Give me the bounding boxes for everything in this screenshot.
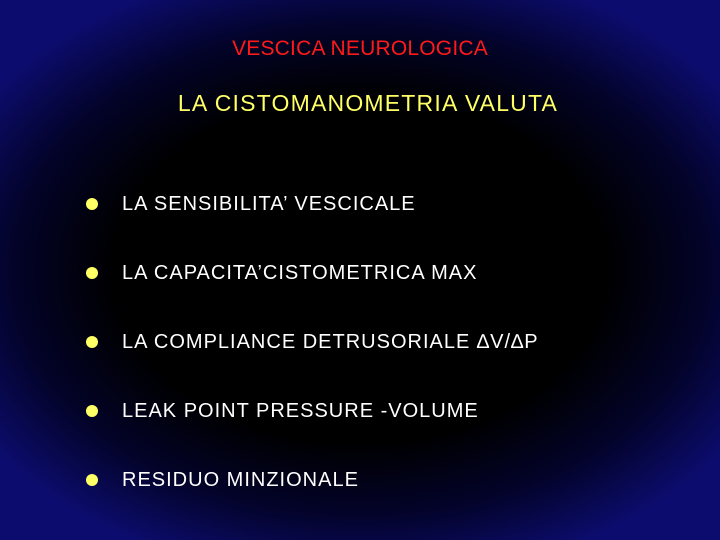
bullet-item-compliance	[86, 324, 686, 360]
bullet-list	[86, 186, 686, 531]
bullet-item-sensibilita	[86, 186, 686, 222]
bullet-dot-icon	[86, 474, 98, 486]
bullet-dot-icon	[86, 198, 98, 210]
bullet-dot-icon	[86, 405, 98, 417]
bullet-item-capacita	[86, 255, 686, 291]
bullet-item-leak-point	[86, 393, 686, 429]
bullet-item-residuo	[86, 462, 686, 498]
slide-title: VESCICA NEUROLOGICA	[232, 37, 488, 60]
bullet-text: LA COMPLIANCE DETRUSORIALE ∆V/∆P	[122, 330, 539, 353]
slide-subtitle: LA CISTOMANOMETRIA VALUTA	[177, 90, 559, 116]
bullet-text: RESIDUO MINZIONALE	[122, 468, 359, 491]
bullet-text: LA CAPACITA’CISTOMETRICA MAX	[122, 261, 478, 284]
bullet-text: LEAK POINT PRESSURE -VOLUME	[122, 399, 479, 422]
bullet-dot-icon	[86, 336, 98, 348]
bullet-text: LA SENSIBILITA’ VESCICALE	[122, 192, 416, 215]
bullet-dot-icon	[86, 267, 98, 279]
